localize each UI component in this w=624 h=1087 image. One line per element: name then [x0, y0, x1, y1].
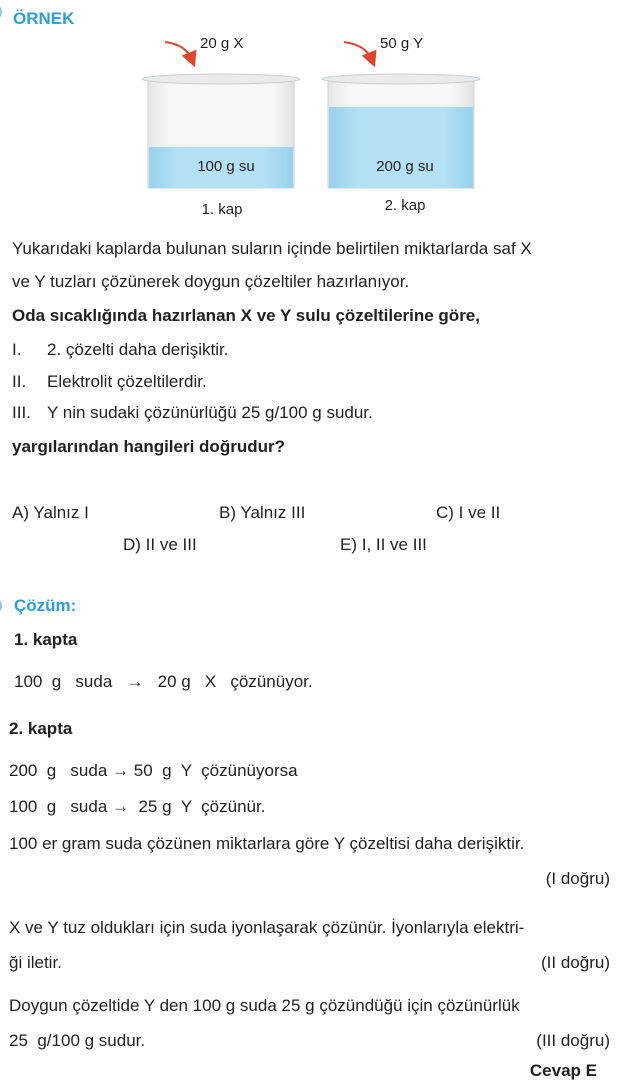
beaker-1-water-label: 100 g su	[197, 158, 255, 175]
example-label: ÖRNEK	[13, 9, 75, 28]
beaker-2-rim	[322, 74, 480, 84]
solution-heading: Çözüm:	[14, 596, 77, 615]
solution-part1-line: 100 g suda → 20 g X çözünüyor.	[14, 672, 313, 691]
beaker-2	[322, 35, 480, 214]
solution-part2-line2: 100 g suda → 25 g Y çözünür.	[9, 797, 266, 816]
solution-part2-line1: 200 g suda → 50 g Y çözünüyorsa	[9, 761, 298, 780]
beaker-2-arrow	[344, 42, 372, 60]
beaker-1-arrow	[165, 42, 192, 60]
solution-para2-mark: (II doğru)	[541, 953, 610, 972]
question-prompt: Oda sıcaklığında hazırlanan X ve Y sulu çözeltilerine göre,	[12, 306, 480, 325]
beaker-1-rim	[142, 74, 300, 84]
option-b[interactable]: B) Yalnız III	[219, 503, 306, 522]
question-intro-line2: ve Y tuzları çözünerek doygun çözeltiler hazırlanıyor.	[12, 272, 410, 291]
answer-label: Cevap E	[529, 1061, 597, 1080]
beaker-2-water	[329, 107, 473, 188]
question-intro-line1: Yukarıdaki kaplarda bulunan suların içinde belirtilen miktarlarda saf X	[12, 239, 532, 258]
beaker-1	[142, 35, 300, 218]
solution-para2-line1: X ve Y tuz oldukları için suda iyonlaşarak çözünür. İyonlarıyla elektri-	[9, 918, 525, 937]
option-a[interactable]: A) Yalnız I	[12, 503, 89, 522]
solution-para1-line: 100 er gram suda çözünen miktarlara göre Y çözeltisi daha derişiktir.	[9, 834, 525, 853]
beaker-2-water-label: 200 g su	[376, 158, 434, 175]
solution-para1-mark: (I doğru)	[545, 869, 610, 888]
solution-para3-line1: Doygun çözeltide Y den 100 g suda 25 g çözündüğü için çözünürlük	[9, 996, 520, 1015]
beaker-1-solute: 20 g X	[200, 35, 244, 52]
statement-3-text: Y nin sudaki çözünürlüğü 25 g/100 g sudur.	[47, 403, 373, 422]
statement-1-num: I.	[12, 340, 22, 359]
solution-para3-line2: 25 g/100 g sudur.	[9, 1031, 146, 1050]
option-d[interactable]: D) II ve III	[123, 535, 197, 554]
statement-2-num: II.	[12, 372, 27, 391]
statement-3-num: III.	[12, 403, 31, 422]
solution-para3-mark: (III doğru)	[536, 1031, 610, 1050]
beaker-2-caption: 2. kap	[384, 197, 426, 214]
decorative-tab	[0, 598, 2, 614]
beakers-figure	[0, 28, 624, 223]
statement-1-text: 2. çözelti daha derişiktir.	[47, 340, 229, 359]
beaker-2-solute: 50 g Y	[380, 35, 424, 52]
option-c[interactable]: C) I ve II	[436, 503, 501, 522]
decorative-tab	[0, 4, 2, 20]
option-e[interactable]: E) I, II ve III	[340, 535, 427, 554]
statement-2-text: Elektrolit çözeltilerdir.	[47, 372, 207, 391]
question-ask: yargılarından hangileri doğrudur?	[12, 437, 285, 456]
solution-para2-line2: ği iletir.	[9, 953, 62, 972]
beaker-1-caption: 1. kap	[201, 201, 243, 218]
solution-part2-title: 2. kapta	[9, 719, 73, 738]
solution-part1-title: 1. kapta	[14, 630, 78, 649]
